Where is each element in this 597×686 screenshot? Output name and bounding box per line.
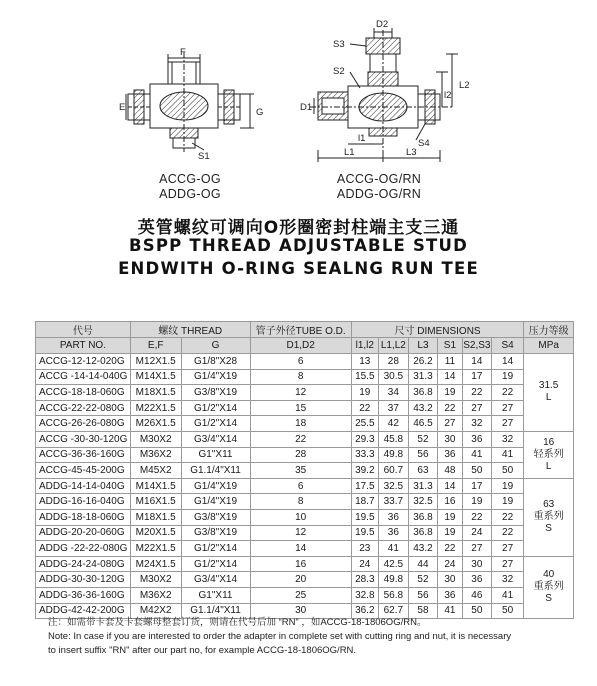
table-cell: 22 (250, 431, 351, 447)
table-cell: 27 (438, 416, 463, 432)
table-cell: 28 (250, 447, 351, 463)
table-cell: 62.7 (378, 603, 408, 619)
table-row (36, 494, 574, 510)
table-cell: 56 (408, 447, 437, 463)
table-row (36, 431, 574, 447)
table-cell: G1/2"X14 (181, 400, 250, 416)
table-row (36, 572, 574, 588)
table-cell: 6 (250, 354, 351, 370)
table-cell: 50 (491, 603, 523, 619)
part-number-cell: ACCG-22-22-080G (36, 400, 131, 416)
table-cell: 6 (250, 478, 351, 494)
caption-accg-og: ACCG-OG (159, 172, 221, 186)
part-number-cell: ADDG-24-24-080G (36, 556, 131, 572)
header-tube-od: 管子外径TUBE O.D. (250, 322, 351, 338)
table-cell: 41 (462, 447, 491, 463)
table-cell: 14 (250, 541, 351, 557)
table-cell: M42X2 (130, 603, 181, 619)
table-cell: G1/4"X19 (181, 478, 250, 494)
part-number-cell: ADDG-14-14-040G (36, 478, 131, 494)
table-cell: 22 (491, 385, 523, 401)
header-g: G (181, 338, 250, 354)
table-cell: 36 (378, 509, 408, 525)
table-cell: 48 (438, 463, 463, 479)
table-cell: M22X1.5 (130, 400, 181, 416)
header-L3: L3 (408, 338, 437, 354)
header-thread: 螺纹 THREAD (130, 322, 250, 338)
part-number-cell: ADDG-36-36-160G (36, 587, 131, 603)
part-number-cell: ACCG-36-36-160G (36, 447, 131, 463)
part-number-cell: ACCG-18-18-060G (36, 385, 131, 401)
table-cell: 43.2 (408, 400, 437, 416)
table-cell: 26.2 (408, 354, 437, 370)
pressure-rating-line: 轻系列 (533, 448, 564, 460)
table-cell: 41 (491, 587, 523, 603)
table-cell: 24 (351, 556, 378, 572)
table-cell: M36X2 (130, 447, 181, 463)
table-cell: 46 (462, 587, 491, 603)
header-S1: S1 (438, 338, 463, 354)
table-cell: 45.8 (378, 431, 408, 447)
table-cell: 24 (438, 556, 463, 572)
left-fitting-drawing (126, 52, 254, 152)
table-cell: 14 (438, 478, 463, 494)
table-cell: 22 (462, 509, 491, 525)
table-cell: 27 (462, 400, 491, 416)
header-part-no: PART NO. (36, 338, 131, 354)
table-cell: M18X1.5 (130, 509, 181, 525)
table-cell: 12 (250, 525, 351, 541)
pressure-rating-cell (524, 431, 574, 478)
table-cell: 42.5 (378, 556, 408, 572)
table-cell: G3/4"X14 (181, 572, 250, 588)
table-cell: G1.1/4"X11 (181, 603, 250, 619)
table-cell: 42 (378, 416, 408, 432)
table-cell: 14 (462, 354, 491, 370)
table-cell: 30 (438, 431, 463, 447)
table-cell: 19 (438, 525, 463, 541)
table-cell: 19 (491, 494, 523, 510)
part-number-cell: ACCG -14-14-040G (36, 369, 131, 385)
table-cell: 36.2 (351, 603, 378, 619)
table-cell: M22X1.5 (130, 541, 181, 557)
table-cell: G1/4"X19 (181, 369, 250, 385)
table-cell: 11 (438, 354, 463, 370)
dim-label-l2: l2 (444, 90, 452, 101)
table-row (36, 463, 574, 479)
table-cell: 60.7 (378, 463, 408, 479)
dim-label-G: G (256, 107, 264, 118)
pressure-rating-cell (524, 556, 574, 618)
table-cell: 22 (438, 400, 463, 416)
header-L1L2: L1,L2 (378, 338, 408, 354)
pressure-rating-cell (524, 354, 574, 432)
table-cell: 22 (351, 400, 378, 416)
pressure-rating-line: S (545, 593, 552, 605)
table-cell: 27 (491, 400, 523, 416)
table-cell: M36X2 (130, 587, 181, 603)
pressure-rating-line: L (545, 392, 552, 404)
table-cell: G3/8"X19 (181, 385, 250, 401)
table-cell: 36 (462, 431, 491, 447)
footnote-english-1: Note: In case if you are interested to order the adapter in complete set with cutting ring and nut, it is necessary (48, 631, 512, 642)
table-cell: 58 (408, 603, 437, 619)
header-code: 代号 (36, 322, 131, 338)
table-cell: 41 (378, 541, 408, 557)
table-cell: 36.8 (408, 525, 437, 541)
footnote-english-2: to insert suffix "RN" after our part no, for example ACCG-18-1806OG/RN. (48, 645, 357, 656)
table-cell: 36 (438, 447, 463, 463)
table-cell: 41 (491, 447, 523, 463)
part-number-cell: ACCG-26-26-080G (36, 416, 131, 432)
table-cell: 16 (250, 556, 351, 572)
table-cell: G1"X11 (181, 587, 250, 603)
table-cell: 39.2 (351, 463, 378, 479)
footnote-chinese: 注：如需带卡套及卡套螺母整套订货，则请在代号后加 “RN” ，如ACCG-18-1806OG/RN。 (48, 617, 427, 628)
spec-table (35, 321, 574, 619)
table-row (36, 587, 574, 603)
table-cell: 32 (491, 572, 523, 588)
pressure-rating-line: 31.5 (538, 380, 559, 392)
table-cell: M26X1.5 (130, 416, 181, 432)
table-row (36, 478, 574, 494)
header-mpa: MPa (524, 338, 574, 354)
table-cell: 25 (250, 587, 351, 603)
table-cell: 50 (462, 463, 491, 479)
table-cell: 15 (250, 400, 351, 416)
dim-label-L3: L3 (406, 147, 417, 158)
part-number-cell: ACCG-45-45-200G (36, 463, 131, 479)
left-drawing-caption (150, 172, 230, 202)
part-number-cell: ADDG-18-18-060G (36, 509, 131, 525)
dim-label-l1: l1 (358, 133, 366, 144)
header-dimensions: 尺寸 DIMENSIONS (351, 322, 523, 338)
pressure-rating-line: 40 (543, 569, 555, 581)
table-cell: 24 (462, 525, 491, 541)
pressure-rating-line: 重系列 (533, 511, 564, 523)
table-cell: G1/2"X14 (181, 556, 250, 572)
table-row (36, 354, 574, 370)
table-cell: G1.1/4"X11 (181, 463, 250, 479)
table-cell: G1/4"X19 (181, 494, 250, 510)
table-cell: 36 (378, 525, 408, 541)
table-cell: 32 (491, 431, 523, 447)
table-row (36, 556, 574, 572)
table-cell: G1/2"X14 (181, 541, 250, 557)
table-cell: 41 (438, 603, 463, 619)
table-cell: 36.8 (408, 385, 437, 401)
table-cell: 32.5 (378, 478, 408, 494)
table-cell: M24X1.5 (130, 556, 181, 572)
caption-addg-og-rn: ADDG-OG/RN (336, 187, 422, 201)
table-row (36, 400, 574, 416)
table-cell: 34 (378, 385, 408, 401)
footnote (48, 616, 588, 658)
table-cell: 27 (462, 541, 491, 557)
table-cell: 31.3 (408, 369, 437, 385)
caption-addg-og: ADDG-OG (159, 187, 221, 201)
table-cell: G3/8"X19 (181, 509, 250, 525)
table-cell: 30 (250, 603, 351, 619)
dim-label-L2: L2 (459, 80, 470, 91)
table-cell: 36.8 (408, 509, 437, 525)
table-row (36, 525, 574, 541)
table-cell: 30.5 (378, 369, 408, 385)
part-number-cell: ACCG-12-12-020G (36, 354, 131, 370)
dim-label-S4: S4 (418, 138, 430, 149)
table-cell: 52 (408, 572, 437, 588)
part-number-cell: ACCG -30-30-120G (36, 431, 131, 447)
table-cell: 19 (438, 509, 463, 525)
table-cell: 35 (250, 463, 351, 479)
table-cell: M16X1.5 (130, 494, 181, 510)
table-cell: 18 (250, 416, 351, 432)
part-number-cell: ADDG-20-20-060G (36, 525, 131, 541)
table-header-row-1 (36, 322, 574, 338)
table-cell: 49.8 (378, 447, 408, 463)
table-cell: M18X1.5 (130, 385, 181, 401)
part-number-cell: ADDG-30-30-120G (36, 572, 131, 588)
table-cell: 23 (351, 541, 378, 557)
table-cell: 30 (438, 572, 463, 588)
table-cell: 22 (438, 541, 463, 557)
table-cell: 32.5 (408, 494, 437, 510)
table-row (36, 385, 574, 401)
table-cell: 27 (491, 416, 523, 432)
table-cell: 15.5 (351, 369, 378, 385)
title-chinese: 英管螺纹可调向O形圈密封柱端主支三通 (137, 218, 460, 238)
dim-label-S2: S2 (333, 66, 345, 77)
table-cell: 19 (491, 369, 523, 385)
table-cell: 32 (462, 416, 491, 432)
table-cell: 52 (408, 431, 437, 447)
pressure-rating-line: S (545, 523, 552, 535)
table-cell: 17 (462, 478, 491, 494)
table-body (36, 354, 574, 619)
dim-label-L1: L1 (344, 147, 355, 158)
pressure-rating-line: 63 (543, 499, 555, 511)
table-cell: 56.8 (378, 587, 408, 603)
table-cell: 49.8 (378, 572, 408, 588)
table-cell: 8 (250, 369, 351, 385)
table-cell: 22 (462, 385, 491, 401)
title-english-line2: ENDWITH O-RING SEALNG RUN TEE (118, 259, 479, 278)
table-row (36, 541, 574, 557)
table-row (36, 447, 574, 463)
table-cell: 19 (351, 385, 378, 401)
table-cell: 14 (491, 354, 523, 370)
header-S2S3: S2,S3 (462, 338, 491, 354)
table-cell: M30X2 (130, 572, 181, 588)
table-cell: 43.2 (408, 541, 437, 557)
drawings-svg (0, 0, 597, 212)
table-cell: 10 (250, 509, 351, 525)
pressure-rating-line: L (545, 460, 552, 472)
table-cell: M45X2 (130, 463, 181, 479)
pressure-rating-line: 重系列 (533, 581, 564, 593)
table-cell: 27 (491, 556, 523, 572)
right-drawing-caption (324, 172, 434, 202)
table-cell: M12X1.5 (130, 354, 181, 370)
table-cell: G3/8"X19 (181, 525, 250, 541)
header-l1l2-small: l1,l2 (351, 338, 378, 354)
table-cell: 19 (491, 478, 523, 494)
table-cell: G1"X11 (181, 447, 250, 463)
table-cell: 8 (250, 494, 351, 510)
table-cell: 20 (250, 572, 351, 588)
table-cell: G1/8"X28 (181, 354, 250, 370)
table-cell: 22 (491, 509, 523, 525)
table-cell: 16 (438, 494, 463, 510)
dim-label-S1: S1 (198, 151, 210, 162)
table-cell: 36 (438, 587, 463, 603)
table-cell: M14X1.5 (130, 369, 181, 385)
table-cell: 30 (462, 556, 491, 572)
table-cell: 19.5 (351, 509, 378, 525)
table-cell: 29.3 (351, 431, 378, 447)
table-cell: 32.8 (351, 587, 378, 603)
header-ef: E,F (130, 338, 181, 354)
table-cell: 56 (408, 587, 437, 603)
dim-label-E: E (119, 102, 126, 113)
table-cell: 37 (378, 400, 408, 416)
table-cell: G3/4"X14 (181, 431, 250, 447)
table-cell: G1/2"X14 (181, 416, 250, 432)
technical-drawings (0, 0, 597, 212)
table-cell: 33.3 (351, 447, 378, 463)
table-cell: 44 (408, 556, 437, 572)
table-cell: 19.5 (351, 525, 378, 541)
table-cell: 28 (378, 354, 408, 370)
table-cell: M14X1.5 (130, 478, 181, 494)
header-pressure: 压力等级 (524, 322, 574, 338)
part-number-cell: ADDG-16-16-040G (36, 494, 131, 510)
table-cell: 50 (491, 463, 523, 479)
table-cell: 46.5 (408, 416, 437, 432)
table-cell: 50 (462, 603, 491, 619)
dim-label-D2: D2 (376, 19, 389, 30)
table-cell: 63 (408, 463, 437, 479)
table-cell: M30X2 (130, 431, 181, 447)
table-row (36, 509, 574, 525)
part-number-cell: ADDG-42-42-200G (36, 603, 131, 619)
table-cell: 13 (351, 354, 378, 370)
title-english-line1: BSPP THREAD ADJUSTABLE STUD (128, 236, 468, 255)
table-cell: 19 (438, 385, 463, 401)
table-cell: 17 (462, 369, 491, 385)
table-cell: 27 (491, 541, 523, 557)
table-row (36, 416, 574, 432)
table-cell: 31.3 (408, 478, 437, 494)
header-d1d2: D1,D2 (250, 338, 351, 354)
dim-label-F: F (180, 47, 186, 58)
caption-accg-og-rn: ACCG-OG/RN (336, 172, 422, 186)
table-row (36, 369, 574, 385)
header-S4: S4 (491, 338, 523, 354)
dim-label-D1: D1 (300, 102, 313, 113)
table-cell: 28.3 (351, 572, 378, 588)
dim-label-S3: S3 (333, 39, 345, 50)
table-cell: 19 (462, 494, 491, 510)
table-cell: 22 (491, 525, 523, 541)
table-cell: 25.5 (351, 416, 378, 432)
specifications-table (35, 321, 574, 619)
table-cell: 33.7 (378, 494, 408, 510)
table-header-row-2 (36, 338, 574, 354)
pressure-rating-line: 16 (543, 436, 555, 448)
pressure-rating-cell (524, 478, 574, 556)
table-cell: M20X1.5 (130, 525, 181, 541)
table-cell: 17.5 (351, 478, 378, 494)
table-cell: 14 (438, 369, 463, 385)
part-number-cell: ADDG -22-22-080G (36, 541, 131, 557)
table-cell: 36 (462, 572, 491, 588)
table-cell: 18.7 (351, 494, 378, 510)
table-cell: 12 (250, 385, 351, 401)
